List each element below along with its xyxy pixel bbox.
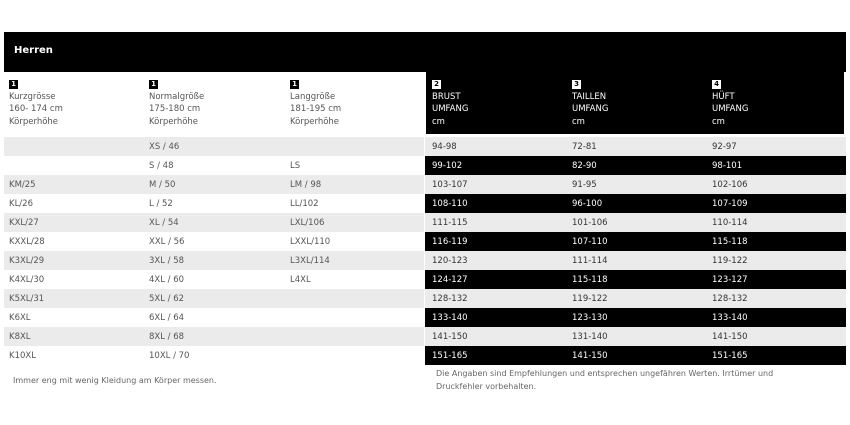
row-stripe-left — [4, 289, 424, 308]
table-cell: KXL/27 — [9, 218, 39, 228]
table-row — [4, 327, 846, 346]
table-cell: 8XL / 68 — [149, 332, 185, 342]
row-stripe-right — [425, 175, 846, 194]
table-cell: M / 50 — [149, 180, 176, 190]
header-text-line: Körperhöhe — [149, 116, 199, 127]
row-stripe-left — [4, 346, 424, 365]
header-cell-4 — [426, 72, 566, 134]
table-cell: 133-140 — [432, 313, 468, 323]
header-text-line: UMFANG — [432, 104, 469, 114]
header-text-line: Körperhöhe — [9, 116, 59, 127]
table-cell: K8XL — [9, 332, 31, 342]
table-cell: 141-150 — [432, 332, 468, 342]
row-stripe-left — [4, 270, 424, 289]
header-text-line: 160- 174 cm — [9, 104, 63, 114]
table-cell: XL / 54 — [149, 218, 179, 228]
table-cell: K5XL/31 — [9, 294, 45, 304]
header-text-line: Kurzgrösse — [9, 91, 56, 102]
disclaimer — [436, 367, 773, 393]
table-cell: KXXL/28 — [9, 237, 45, 247]
table-row — [4, 194, 846, 213]
table-cell: 120-123 — [432, 256, 468, 266]
row-stripe-left — [4, 156, 424, 175]
table-cell: 128-132 — [432, 294, 468, 304]
header-text-line: cm — [432, 116, 445, 127]
table-cell: 119-122 — [712, 256, 748, 266]
table-cell: 82-90 — [572, 161, 597, 171]
row-stripe-left — [4, 327, 424, 346]
row-stripe-left — [4, 137, 424, 156]
disclaimer-line-1: Die Angaben sind Empfehlungen und entsprechen ungefähren Werten. Irrtümer und — [436, 369, 774, 378]
row-stripe-left — [4, 232, 424, 251]
table-cell: 94-98 — [432, 142, 457, 152]
row-stripe-right — [425, 137, 846, 156]
table-cell: 99-102 — [432, 161, 463, 171]
header-cell-5 — [566, 72, 706, 134]
table-cell: KL/26 — [9, 199, 33, 209]
table-row — [4, 137, 846, 156]
table-row — [4, 289, 846, 308]
table-cell: KM/25 — [9, 180, 36, 190]
table-cell: 119-122 — [572, 294, 608, 304]
table-row — [4, 308, 846, 327]
row-stripe-right — [425, 327, 846, 346]
header-text-line: 175-180 cm — [149, 104, 201, 114]
header-text-line: cm — [712, 116, 725, 127]
row-stripe-left — [4, 251, 424, 270]
header-text-line: UMFANG — [572, 104, 609, 114]
column-number-badge: 3 — [572, 80, 581, 89]
table-cell: 110-114 — [712, 218, 748, 228]
table-cell: 98-101 — [712, 161, 743, 171]
row-stripe-left — [4, 308, 424, 327]
table-row — [4, 346, 846, 365]
row-stripe-right — [425, 270, 846, 289]
table-cell: XS / 46 — [149, 142, 180, 152]
table-cell: 103-107 — [432, 180, 468, 190]
column-number-badge: 1 — [149, 80, 158, 89]
header-text-line: Langgröße — [290, 91, 336, 102]
header-text-line: TAILLEN — [572, 91, 607, 102]
table-row — [4, 175, 846, 194]
table-row — [4, 213, 846, 232]
table-cell: 111-115 — [432, 218, 468, 228]
row-stripe-right — [425, 232, 846, 251]
table-cell: 10XL / 70 — [149, 351, 190, 361]
table-row — [4, 156, 846, 175]
row-stripe-right — [425, 194, 846, 213]
table-cell: L / 52 — [149, 199, 173, 209]
table-cell: LM / 98 — [290, 180, 322, 190]
table-cell: K6XL — [9, 313, 31, 323]
table-cell: L3XL/114 — [290, 256, 330, 266]
table-cell: 72-81 — [572, 142, 597, 152]
header-text-line: 181-195 cm — [290, 104, 342, 114]
table-cell: 6XL / 64 — [149, 313, 185, 323]
table-title: Herren — [14, 45, 53, 56]
table-cell: 141-150 — [572, 351, 608, 361]
row-stripe-left — [4, 175, 424, 194]
header-cell-1 — [9, 78, 147, 134]
row-stripe-left — [4, 194, 424, 213]
header-text-line: HÜFT — [712, 91, 735, 102]
disclaimer-line-2: Druckfehler vorbehalten. — [436, 382, 537, 391]
table-cell: 91-95 — [572, 180, 597, 190]
table-cell: 115-118 — [712, 237, 748, 247]
header-cell-6 — [706, 72, 844, 134]
table-cell: LXXL/110 — [290, 237, 331, 247]
table-cell: LXL/106 — [290, 218, 325, 228]
table-cell: LL/102 — [290, 199, 319, 209]
table-cell: K10XL — [9, 351, 36, 361]
header-text-line: BRUST — [432, 91, 461, 102]
table-cell: L4XL — [290, 275, 311, 285]
table-cell: 116-119 — [432, 237, 468, 247]
table-title-bar — [4, 32, 846, 72]
header-text-line: Normalgröße — [149, 91, 205, 102]
row-stripe-right — [425, 346, 846, 365]
table-row — [4, 251, 846, 270]
row-stripe-right — [425, 289, 846, 308]
header-cell-2 — [149, 78, 288, 134]
header-text-line: cm — [572, 116, 585, 127]
table-cell: 101-106 — [572, 218, 608, 228]
table-row — [4, 232, 846, 251]
table-cell: 151-165 — [432, 351, 468, 361]
table-cell: 102-106 — [712, 180, 748, 190]
table-cell: 92-97 — [712, 142, 737, 152]
table-cell: XXL / 56 — [149, 237, 185, 247]
table-cell: 131-140 — [572, 332, 608, 342]
row-stripe-right — [425, 251, 846, 270]
table-cell: LS — [290, 161, 301, 171]
row-stripe-right — [425, 213, 846, 232]
table-row — [4, 270, 846, 289]
table-cell: 124-127 — [432, 275, 468, 285]
table-cell: 108-110 — [432, 199, 468, 209]
table-cell: 151-165 — [712, 351, 748, 361]
table-cell: 5XL / 62 — [149, 294, 185, 304]
table-cell: 96-100 — [572, 199, 603, 209]
table-cell: 111-114 — [572, 256, 608, 266]
table-cell: 123-127 — [712, 275, 748, 285]
row-stripe-right — [425, 308, 846, 327]
header-text-line: Körperhöhe — [290, 116, 340, 127]
row-stripe-right — [425, 156, 846, 175]
column-number-badge: 1 — [9, 80, 18, 89]
table-cell: 4XL / 60 — [149, 275, 185, 285]
table-cell: 128-132 — [712, 294, 748, 304]
table-cell: S / 48 — [149, 161, 174, 171]
column-number-badge: 1 — [290, 80, 299, 89]
row-stripe-left — [4, 213, 424, 232]
table-cell: 107-110 — [572, 237, 608, 247]
column-number-badge: 4 — [712, 80, 721, 89]
table-cell: 123-130 — [572, 313, 608, 323]
header-cell-3 — [290, 78, 420, 134]
measuring-hint: Immer eng mit wenig Kleidung am Körper messen. — [13, 376, 217, 385]
table-cell: 133-140 — [712, 313, 748, 323]
table-cell: 141-150 — [712, 332, 748, 342]
table-cell: 115-118 — [572, 275, 608, 285]
header-text-line: UMFANG — [712, 104, 749, 114]
table-cell: 3XL / 58 — [149, 256, 185, 266]
column-number-badge: 2 — [432, 80, 441, 89]
table-cell: 107-109 — [712, 199, 748, 209]
table-cell: K4XL/30 — [9, 275, 45, 285]
table-cell: K3XL/29 — [9, 256, 45, 266]
